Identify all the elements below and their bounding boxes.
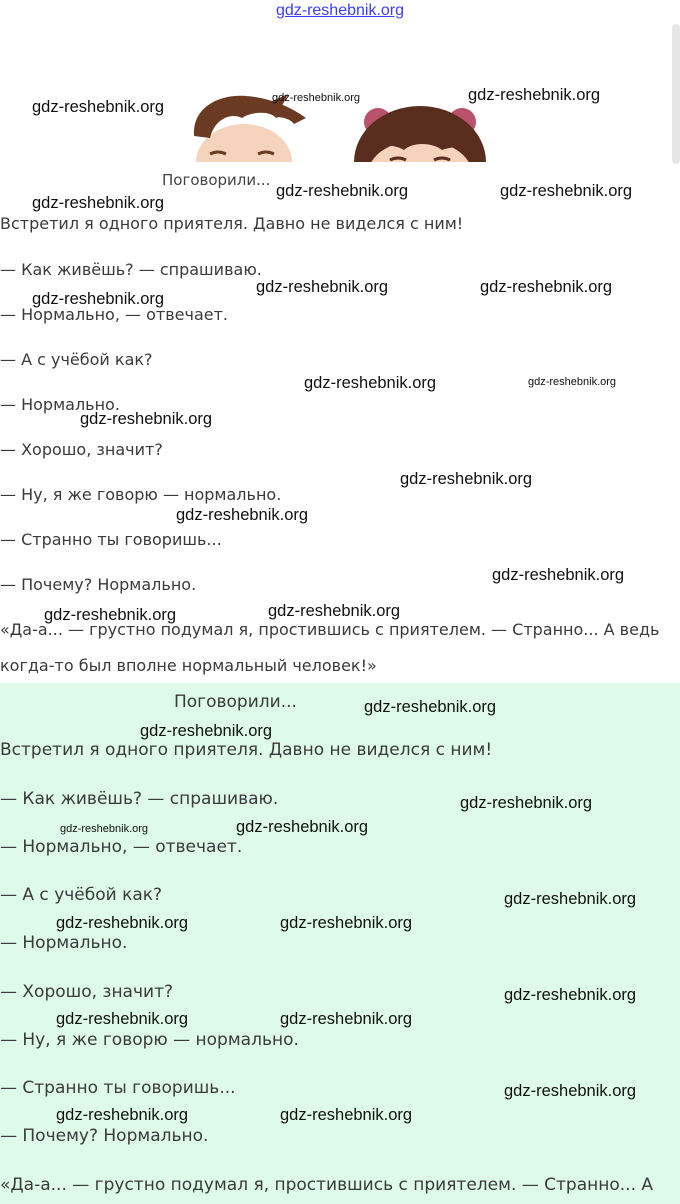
story-line: — Как живёшь? — спрашиваю. xyxy=(0,260,262,279)
watermark: gdz-reshebnik.org xyxy=(176,506,309,524)
watermark: gdz-reshebnik.org xyxy=(400,470,533,488)
watermark: gdz-reshebnik.org xyxy=(60,823,149,835)
watermark: gdz-reshebnik.org xyxy=(280,1106,413,1124)
watermark: gdz-reshebnik.org xyxy=(504,1082,637,1100)
answer-line: — Почему? Нормально. xyxy=(0,1126,209,1146)
watermark: gdz-reshebnik.org xyxy=(80,410,213,428)
story-line: «Да-а... — грустно подумал я, простившись с приятелем. — Странно... А ведь xyxy=(0,620,660,639)
answer-title: Поговорили... xyxy=(174,692,297,712)
story-line: — Странно ты говоришь... xyxy=(0,530,222,549)
watermark: gdz-reshebnik.org xyxy=(480,278,613,296)
watermark: gdz-reshebnik.org xyxy=(468,86,601,104)
answer-line: «Да-а... — грустно подумал я, простившись с приятелем. — Странно... А xyxy=(0,1175,654,1195)
answer-line: — Как живёшь? — спрашиваю. xyxy=(0,789,279,809)
watermark: gdz-reshebnik.org xyxy=(56,1010,189,1028)
watermark: gdz-reshebnik.org xyxy=(56,914,189,932)
watermark: gdz-reshebnik.org xyxy=(304,374,437,392)
watermark: gdz-reshebnik.org xyxy=(272,92,361,104)
watermark: gdz-reshebnik.org xyxy=(32,98,165,116)
watermark: gdz-reshebnik.org xyxy=(256,278,389,296)
story-line: — Нормально, — отвечает. xyxy=(0,305,228,324)
watermark: gdz-reshebnik.org xyxy=(280,1010,413,1028)
watermark: gdz-reshebnik.org xyxy=(500,182,633,200)
watermark: gdz-reshebnik.org xyxy=(236,818,369,836)
answer-line: Встретил я одного приятеля. Давно не виделся с ним! xyxy=(0,740,493,760)
watermark: gdz-reshebnik.org xyxy=(492,566,625,584)
watermark: gdz-reshebnik.org xyxy=(140,722,273,740)
watermark: gdz-reshebnik.org xyxy=(44,606,177,624)
answer-line: — Странно ты говоришь... xyxy=(0,1078,236,1098)
watermark: gdz-reshebnik.org xyxy=(504,890,637,908)
watermark: gdz-reshebnik.org xyxy=(528,376,617,388)
watermark: gdz-reshebnik.org xyxy=(504,986,637,1004)
story-line: когда-то был вполне нормальный человек!» xyxy=(0,656,377,675)
answer-line: — Ну, я же говорю — нормально. xyxy=(0,1030,299,1050)
watermark: gdz-reshebnik.org xyxy=(280,914,413,932)
answer-line: — А с учёбой как? xyxy=(0,885,163,905)
watermark: gdz-reshebnik.org xyxy=(364,698,497,716)
story-title: Поговорили... xyxy=(162,171,271,189)
watermark: gdz-reshebnik.org xyxy=(460,794,593,812)
story-line: — Почему? Нормально. xyxy=(0,575,197,594)
watermark: gdz-reshebnik.org xyxy=(276,182,409,200)
answer-line: — Нормально. xyxy=(0,933,128,953)
answer-line: — Нормально, — отвечает. xyxy=(0,837,243,857)
story-line: — А с учёбой как? xyxy=(0,350,153,369)
story-line: — Хорошо, значит? xyxy=(0,440,163,459)
story-line: Встретил я одного приятеля. Давно не виделся с ним! xyxy=(0,214,464,233)
site-link[interactable]: gdz-reshebnik.org xyxy=(275,2,405,19)
boy-figure xyxy=(194,94,306,162)
scrollbar[interactable] xyxy=(672,24,680,164)
story-line: — Нормально. xyxy=(0,395,120,414)
watermark: gdz-reshebnik.org xyxy=(56,1106,189,1124)
story-line: — Ну, я же говорю — нормально. xyxy=(0,485,282,504)
watermark: gdz-reshebnik.org xyxy=(32,194,165,212)
watermark: gdz-reshebnik.org xyxy=(32,290,165,308)
girl-figure xyxy=(354,106,486,162)
answer-line: — Хорошо, значит? xyxy=(0,982,173,1002)
watermark: gdz-reshebnik.org xyxy=(268,602,401,620)
